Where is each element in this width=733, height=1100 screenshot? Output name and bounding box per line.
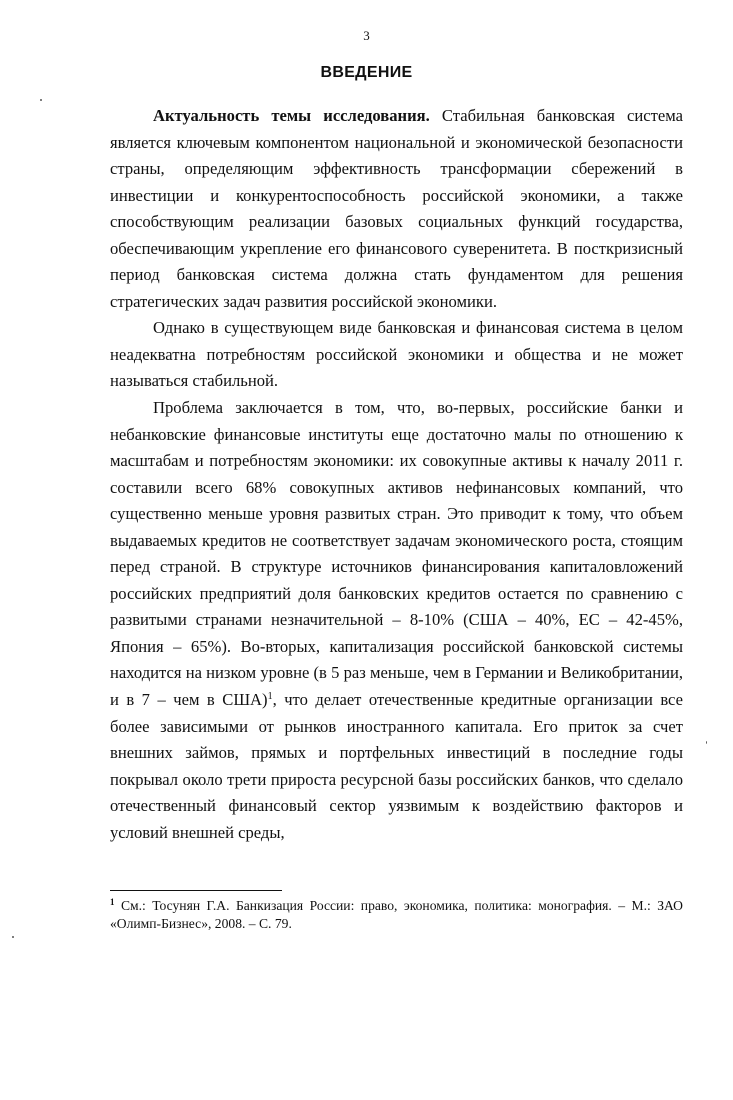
footnote-marker: 1 — [110, 897, 115, 907]
footnote-text: См.: Тосунян Г.А. Банкизация России: право, экономика, политика: монография. – М.: ЗАО «Олимп-Бизнес», 2008. – С. 79. — [110, 898, 683, 931]
footnote — [110, 897, 683, 933]
paragraph-lead: Актуальность темы исследования. — [153, 106, 430, 125]
paragraph-text: Проблема заключается в том, что, во-первых, российские банки и небанковские финансовые институты еще достаточно малы по отношению к масштабам и потребностям экономики: их совокупные активы к началу 2011 г. составили всего 68% совокупных активов нефинансовых компаний, что существенно меньше уровня развитых стран. Это приводит к тому, что объем выдаваемых кредитов не соответствует задачам экономического роста, стоящим перед страной. В структуре источников финансирования капиталовложений российских предприятий доля банковских кредитов остается по сравнению с развитыми странами незначительной – 8-10% (США – 40%, ЕС – 42-45%, Япония – 65%). Во-вторых, капитализация российской банковской системы находится на низком уровне (в 5 раз меньше, чем в Германии и Великобритании, и в 7 – чем в США) — [110, 398, 683, 710]
footnote-separator — [110, 890, 282, 891]
section-heading: ВВЕДЕНИЕ — [320, 64, 413, 81]
scan-speck — [40, 99, 42, 101]
paragraph-text: Стабильная банковская система является ключевым компонентом национальной и экономической безопасности страны, определяющим эффективность трансформации сбережений в инвестиции и конкурентоспособность российской экономики, а также способствующим реализации базовых социальных функций государства, обеспечивающим укрепление его финансового суверенитета. В посткризисный период банковская система должна стать фундаментом для решения стратегических задач развития российской экономики. — [110, 106, 683, 311]
page-number: 3 — [363, 28, 370, 43]
paragraph-text: , что делает отечественные кредитные организации все более зависимыми от рынков иностранного капитала. Его приток за счет внешних займов, прямых и портфельных инвестиций в последние годы покрывал около трети прироста ресурсной базы российских банков, что сделало отечественный финансовый сектор уязвимым к воздействию факторов и условий внешней среды, — [110, 690, 683, 842]
footnote-reference[interactable]: 1 — [267, 691, 273, 703]
paragraph-relevance — [110, 103, 683, 315]
scan-speck — [12, 936, 14, 938]
paragraph-inadequacy — [110, 315, 683, 395]
paragraph-problem — [110, 395, 683, 846]
scan-speck — [706, 741, 707, 744]
paragraph-text: Однако в существующем виде банковская и финансовая система в целом неадекватна потребностям российской экономики и общества и не может называться стабильной. — [110, 318, 683, 391]
body-text — [110, 103, 683, 846]
